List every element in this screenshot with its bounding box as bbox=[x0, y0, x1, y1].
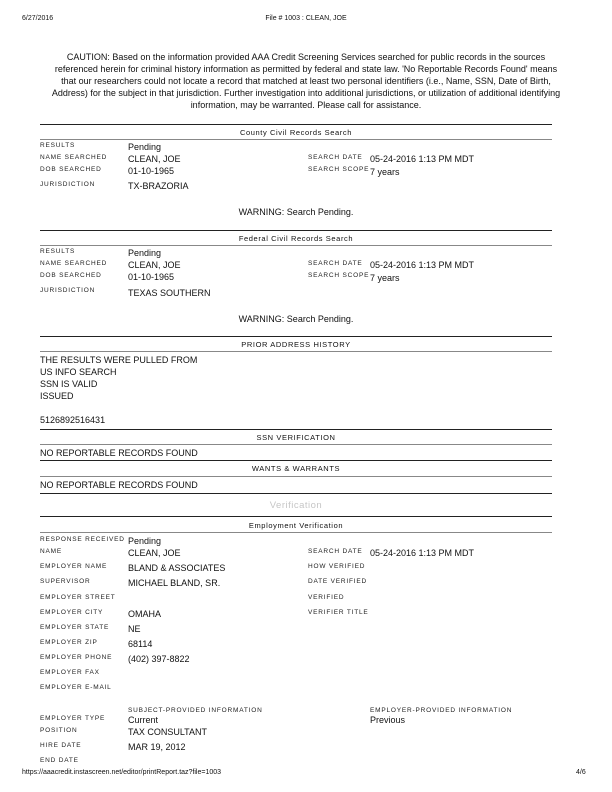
search-date-label: SEARCH DATE bbox=[308, 548, 363, 555]
employer-type-employer: Previous bbox=[370, 715, 406, 725]
employer-state: NE bbox=[128, 624, 141, 634]
verifier-title-label: VERIFIER TITLE bbox=[308, 609, 369, 616]
position-value: TAX CONSULTANT bbox=[128, 727, 208, 737]
jurisdiction-label: JURISDICTION bbox=[40, 287, 96, 294]
prior-address-line: THE RESULTS WERE PULLED FROM bbox=[40, 355, 198, 365]
file-title: File # 1003 : CLEAN, JOE bbox=[265, 15, 347, 22]
wants-result: NO REPORTABLE RECORDS FOUND bbox=[40, 480, 198, 490]
county-search-date: 05-24-2016 1:13 PM MDT bbox=[370, 154, 475, 164]
wants-title: WANTS & WARRANTS bbox=[251, 464, 341, 473]
prior-address-line: SSN IS VALID bbox=[40, 379, 98, 389]
section-rule bbox=[40, 476, 552, 477]
employer-type-subject: Current bbox=[128, 715, 159, 725]
federal-results: Pending bbox=[128, 248, 162, 258]
employment-search-date: 05-24-2016 1:13 PM MDT bbox=[370, 548, 475, 558]
page-number: 4/6 bbox=[576, 769, 586, 776]
federal-name: CLEAN, JOE bbox=[128, 260, 181, 270]
results-label: RESULTS bbox=[40, 142, 76, 149]
supervisor-value: MICHAEL BLAND, SR. bbox=[128, 578, 221, 588]
search-date-label: SEARCH DATE bbox=[308, 260, 363, 267]
jurisdiction-label: JURISDICTION bbox=[40, 181, 96, 188]
prior-address-line: US INFO SEARCH bbox=[40, 367, 117, 377]
employer-info-label: EMPLOYER-PROVIDED INFORMATION bbox=[370, 707, 513, 714]
county-name: CLEAN, JOE bbox=[128, 154, 181, 164]
county-warning: WARNING: Search Pending. bbox=[238, 207, 354, 217]
date-verified-label: DATE VERIFIED bbox=[308, 578, 368, 585]
section-rule bbox=[40, 245, 552, 246]
position-label: POSITION bbox=[40, 727, 78, 734]
section-rule bbox=[40, 493, 552, 494]
verified-label: VERIFIED bbox=[308, 594, 345, 601]
name-label: NAME SEARCHED bbox=[40, 154, 108, 161]
section-rule bbox=[40, 351, 552, 352]
search-date-label: SEARCH DATE bbox=[308, 154, 363, 161]
employment-title: Employment Verification bbox=[248, 521, 344, 530]
county-search-scope: 7 years bbox=[370, 167, 400, 177]
footer-url: https://aaacredit.instascreen.net/editor/printReport.taz?file=1003 bbox=[22, 769, 222, 776]
section-rule bbox=[40, 444, 552, 445]
county-jurisdiction: TX-BRAZORIA bbox=[128, 181, 189, 191]
county-results: Pending bbox=[128, 142, 162, 152]
dob-label: DOB SEARCHED bbox=[40, 272, 102, 279]
how-verified-label: HOW VERIFIED bbox=[308, 563, 366, 570]
ssn-title: SSN VERIFICATION bbox=[256, 433, 336, 442]
section-rule bbox=[40, 336, 552, 337]
section-rule bbox=[40, 230, 552, 231]
results-label: RESULTS bbox=[40, 248, 76, 255]
section-rule bbox=[40, 532, 552, 533]
section-rule bbox=[40, 139, 552, 140]
subject-info-label: SUBJECT-PROVIDED INFORMATION bbox=[128, 707, 263, 714]
response-label: RESPONSE RECEIVED bbox=[40, 536, 125, 543]
hire-date-value: MAR 19, 2012 bbox=[128, 742, 186, 752]
employer-type-label: EMPLOYER TYPE bbox=[40, 715, 106, 722]
caution-notice: CAUTION: Based on the information provided AAA Credit Screening Services searched for public records in the sources referenced herein for criminal history information as permitted by federal and state law. 'No Reportable Records Found' means that our researchers could not locate a record that matched at least two personal identifiers (i.e., Name, SSN, Date of Birth, Address) for the subject in that jurisdiction. Further investigation into additional jurisdictions, or utilization of additional identifying information, may be warranted. Please call for assistance. bbox=[51, 52, 561, 110]
employer-city: OMAHA bbox=[128, 609, 162, 619]
federal-search-scope: 7 years bbox=[370, 273, 400, 283]
federal-warning: WARNING: Search Pending. bbox=[238, 314, 354, 324]
federal-dob: 01-10-1965 bbox=[128, 272, 175, 282]
employer-fax-label: EMPLOYER FAX bbox=[40, 669, 100, 676]
prior-address-title: PRIOR ADDRESS HISTORY bbox=[241, 340, 351, 349]
federal-search-date: 05-24-2016 1:13 PM MDT bbox=[370, 260, 475, 270]
employer-phone-label: EMPLOYER PHONE bbox=[40, 654, 113, 661]
employer-phone: (402) 397-8822 bbox=[128, 654, 190, 664]
employer-city-label: EMPLOYER CITY bbox=[40, 609, 104, 616]
employer-name-label: EMPLOYER NAME bbox=[40, 563, 108, 570]
employer-street-label: EMPLOYER STREET bbox=[40, 594, 116, 601]
prior-address-number: 5126892516431 bbox=[40, 415, 106, 425]
hire-date-label: HIRE DATE bbox=[40, 742, 82, 749]
supervisor-label: SUPERVISOR bbox=[40, 578, 91, 585]
employer-zip: 68114 bbox=[128, 639, 153, 649]
verification-heading: Verification bbox=[269, 500, 323, 511]
county-dob: 01-10-1965 bbox=[128, 166, 175, 176]
search-scope-label: SEARCH SCOPE bbox=[308, 272, 370, 279]
print-date: 6/27/2016 bbox=[22, 15, 54, 22]
dob-label: DOB SEARCHED bbox=[40, 166, 102, 173]
name-label: NAME SEARCHED bbox=[40, 260, 108, 267]
employer-state-label: EMPLOYER STATE bbox=[40, 624, 110, 631]
prior-address-line: ISSUED bbox=[40, 391, 74, 401]
employer-zip-label: EMPLOYER ZIP bbox=[40, 639, 98, 646]
section-rule bbox=[40, 460, 552, 461]
employer-email-label: EMPLOYER E-MAIL bbox=[40, 684, 112, 691]
response-value: Pending bbox=[128, 536, 162, 546]
ssn-result: NO REPORTABLE RECORDS FOUND bbox=[40, 448, 198, 458]
employer-name: BLAND & ASSOCIATES bbox=[128, 563, 226, 573]
section-rule bbox=[40, 516, 552, 517]
employment-name: CLEAN, JOE bbox=[128, 548, 181, 558]
name-label: NAME bbox=[40, 548, 62, 555]
search-scope-label: SEARCH SCOPE bbox=[308, 166, 370, 173]
county-section-title: County Civil Records Search bbox=[239, 128, 353, 137]
section-rule bbox=[40, 429, 552, 430]
end-date-label: END DATE bbox=[40, 757, 79, 764]
federal-jurisdiction: TEXAS SOUTHERN bbox=[128, 288, 211, 298]
federal-section-title: Federal Civil Records Search bbox=[238, 234, 354, 243]
section-rule bbox=[40, 124, 552, 125]
